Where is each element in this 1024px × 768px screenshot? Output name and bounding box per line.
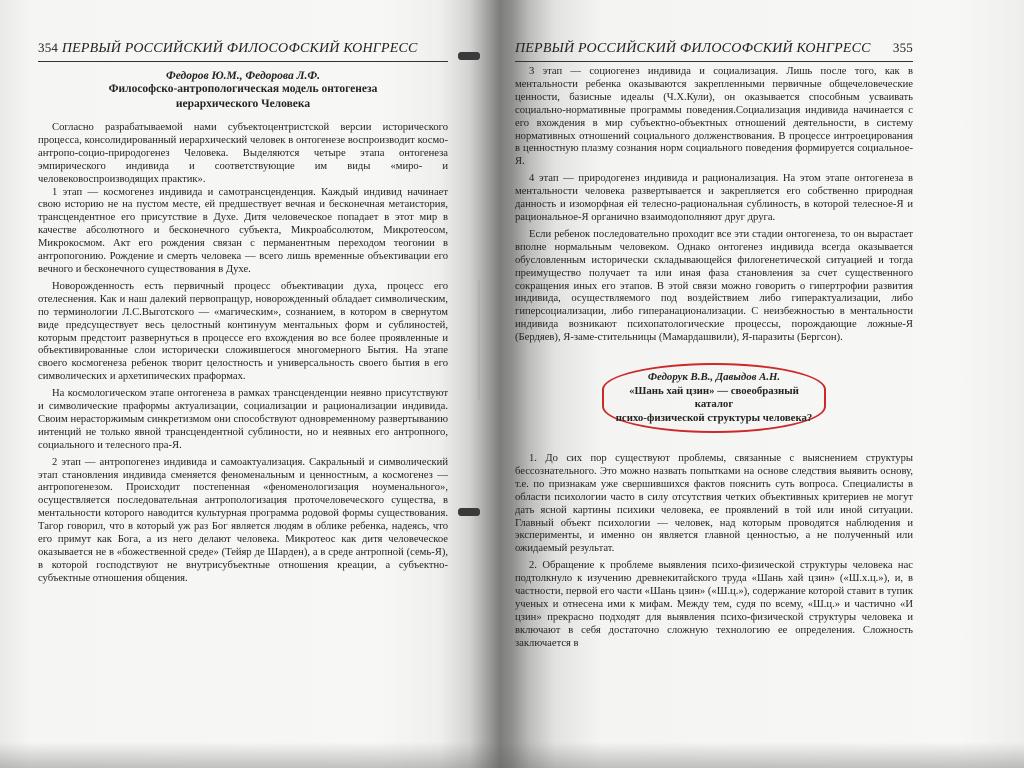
circled-article-heading	[602, 363, 826, 433]
left-article-authors: Федоров Ю.М., Федорова Л.Ф.	[165, 70, 321, 82]
left-page	[38, 40, 448, 740]
right-paragraph-1: 3 этап — социогенез индивида и социализация. Лишь после того, как в ментальности ребенка оказываются закрепленными первичные общечеловеческие ценности, базисные идеалы (Ч.Х.Кули), он оказывается способным усваивать социально-нормативные программы поведения.Социализация индивида начинается с его вхождения в мир субъектно-объектных отношений деятельности, в систему нормативных отношений социального долженствования. В процессе интроецирования в ценностную плазму сознания норм социального поведения формируется социальное-Я.	[515, 66, 913, 168]
left-paragraph-3: Новорожденность есть первичный процесс объективации духа, процесс его отелеснения. Как и наш далекий первопращур, новорожденный обладает символическим, по терминологии Л.С.Выготского — «магическим», сознанием, в котором в свернутом виде предсуществует весь целостный континуум ментальных форм и сублиностей, которым предстоит развернуться в процессе его вхождения во все более проявленные и объективированные слои исторически сложившегося многомерного Бытия. На этапе своего космогенеза ребенок творит целостность и универсальность своего бытия в его символических и архетипических праформах.	[38, 280, 448, 383]
left-paragraph-4: На космологическом этапе онтогенеза в рамках трансценденции неявно присутствуют и символические праформы актуализации, социализации и рационализации индивида. Своим нерасторжимым синкретизмом они способствуют одновременному развертыванию интенций не только явной трансцендентной сублиности, но и неявных его антропного, социального и телесного пра-Я.	[38, 388, 448, 451]
right-paragraph-5-text: Обращение к проблеме выявления психо-физической структуры человека нас подтолкнуло к изучению древнекитайского труда «Шань хай цзин» («Ш.х.ц.»), и, в частности, первой его части «Шань цзин» («Ш.ц.»), содержание которой ставит в тупик ученых и отнесена ими к мифам. Между тем, судя по всему, «Ш.ц.» и частично «И цзин» прекрасно подходят для выявления психо-физической структуры человека и включают в себя достаточно сложную технологию ее определения. Сложность заключается в	[515, 560, 913, 649]
left-running-head	[38, 40, 448, 62]
left-paragraph-1: Согласно разрабатываемой нами субъектоцентристской версии исторического процесса, консолидированный иерархический человек в онтогенезе воспроизводит космо-антропо-социо-природогенез Человека. Выделяются четыре этапа онтогенеза эмпирического индивида и соответствующие им виды «миро- и человековоспроизводящих практик».	[38, 122, 448, 185]
scan-bottom-shadow	[0, 742, 1024, 768]
right-paragraph-5-number: 2.	[529, 560, 543, 572]
right-page	[515, 40, 913, 740]
left-paragraph-5: 2 этап — антропогенез индивида и самоактуализация. Сакральный и символический этап становления индивида сменяется феноменальным и ценностным, а космогенез — антропогенезом. Происходит постепенная «феноменологизация ноуменального», осуществляется последовательная антропологизация проточеловеческого существа, в ментальности которого наводится культурная программа родовой формы существования. Тагор говорил, что в который уж раз Бог является людям в облике ребенка, надеясь, что его примут как Бога, а из него делают человека. Микротеос как дитя человеческое оказывается не в «божественной среде» (Тейяр де Шарден), а в среде антропной (семь-Я), в которой господствуют не внутрисубъектные отношения креации, а субъектно-субъектные отношения общения.	[38, 456, 448, 584]
scan-shadow-line	[478, 280, 480, 400]
right-article-title-line2: психо-физической структуры человека?	[615, 411, 813, 424]
binding-clip-top	[458, 52, 480, 60]
right-paragraph-5	[515, 560, 913, 650]
left-running-title: ПЕРВЫЙ РОССИЙСКИЙ ФИЛОСОФСКИЙ КОНГРЕСС	[61, 41, 418, 56]
right-article-authors: Федорук В.В., Давыдов А.Н.	[647, 371, 781, 384]
left-page-number: 354	[38, 40, 59, 55]
left-paragraph-2: 1 этап — космогенез индивида и самотрансценденция. Каждый индивид начинает свою историю не на пустом месте, ей предшествует вечная и бесконечная метаистория, трансцендентное его присутствие в Духе. Дитя человеческое попадает в этот мир в качестве абсолютного и бесконечного субъекта, Микроабсолютом, Микротеосом, Микрокосмом. Акт его рождения связан с перманентным переходом теогонии в антропогонию. Рождение и смерть человека — всего лишь временные объективации его вечного и бесконечного существования в Духе.	[38, 186, 448, 275]
left-article-title-line1: Философско-антропологическая модель онтогенеза	[108, 83, 378, 95]
binding-clip-bottom	[458, 508, 480, 516]
right-running-head	[515, 40, 913, 62]
right-paragraph-3: Если ребенок последовательно проходит все эти стадии онтогенеза, то он вырастает вполне нормальным человеком. Однако онтогенез индивида всегда оказывается обусловленным исторически складывающейся филогенетической ситуацией и тогда преимущество получает та или иная фаза становления за счет существенного сокращения иных его этапов. В этой связи можно говорить о гипертрофии развития индивида, осуществляемого под воздействием либо гиперактуализации, либо гиперсоциализации, либо гиперанационализации. С неизбежностью в ментальности индивида возникают психопатологические процессы, порождающие ложные-Я (Бердяев), Я-заме-стительницы (Мамардашвили), Я-паразиты (Бергсон).	[515, 228, 913, 344]
right-paragraph-4: 1. До сих пор существуют проблемы, связанные с выяснением структуры бессознательного. Это можно назвать попытками на основе следствия выявить основу, т.е. по признакам уже свершившихся фактов пояснить суть вопроса. Специалисты в области психологии часто в силу отсутствия четких объективных критериев не могут дать ясной картины психики человека, ее проявлений в той или иной ситуации. Главный объект психологии — человек, над которым проводятся наблюдения и эксперименты, и именно он является главной ценностью, а не полученный или ожидаемый результат.	[515, 453, 913, 555]
right-paragraph-2: 4 этап — природогенез индивида и рационализация. На этом этапе онтогенеза в ментальности человека развертывается и закрепляется его собственно природная данность и изоморфная ей телесно-рациональная сублиность, в которой телесное-Я и рациональное-Я органично взаимодополняют друг друга.	[515, 173, 913, 223]
left-article-title-line2: иерархического Человека	[175, 98, 311, 110]
right-running-title: ПЕРВЫЙ РОССИЙСКИЙ ФИЛОСОФСКИЙ КОНГРЕСС	[515, 41, 871, 56]
right-article-title-line1: «Шань хай цзин» — своеобразный каталог	[629, 384, 799, 411]
right-page-number: 355	[892, 40, 913, 55]
